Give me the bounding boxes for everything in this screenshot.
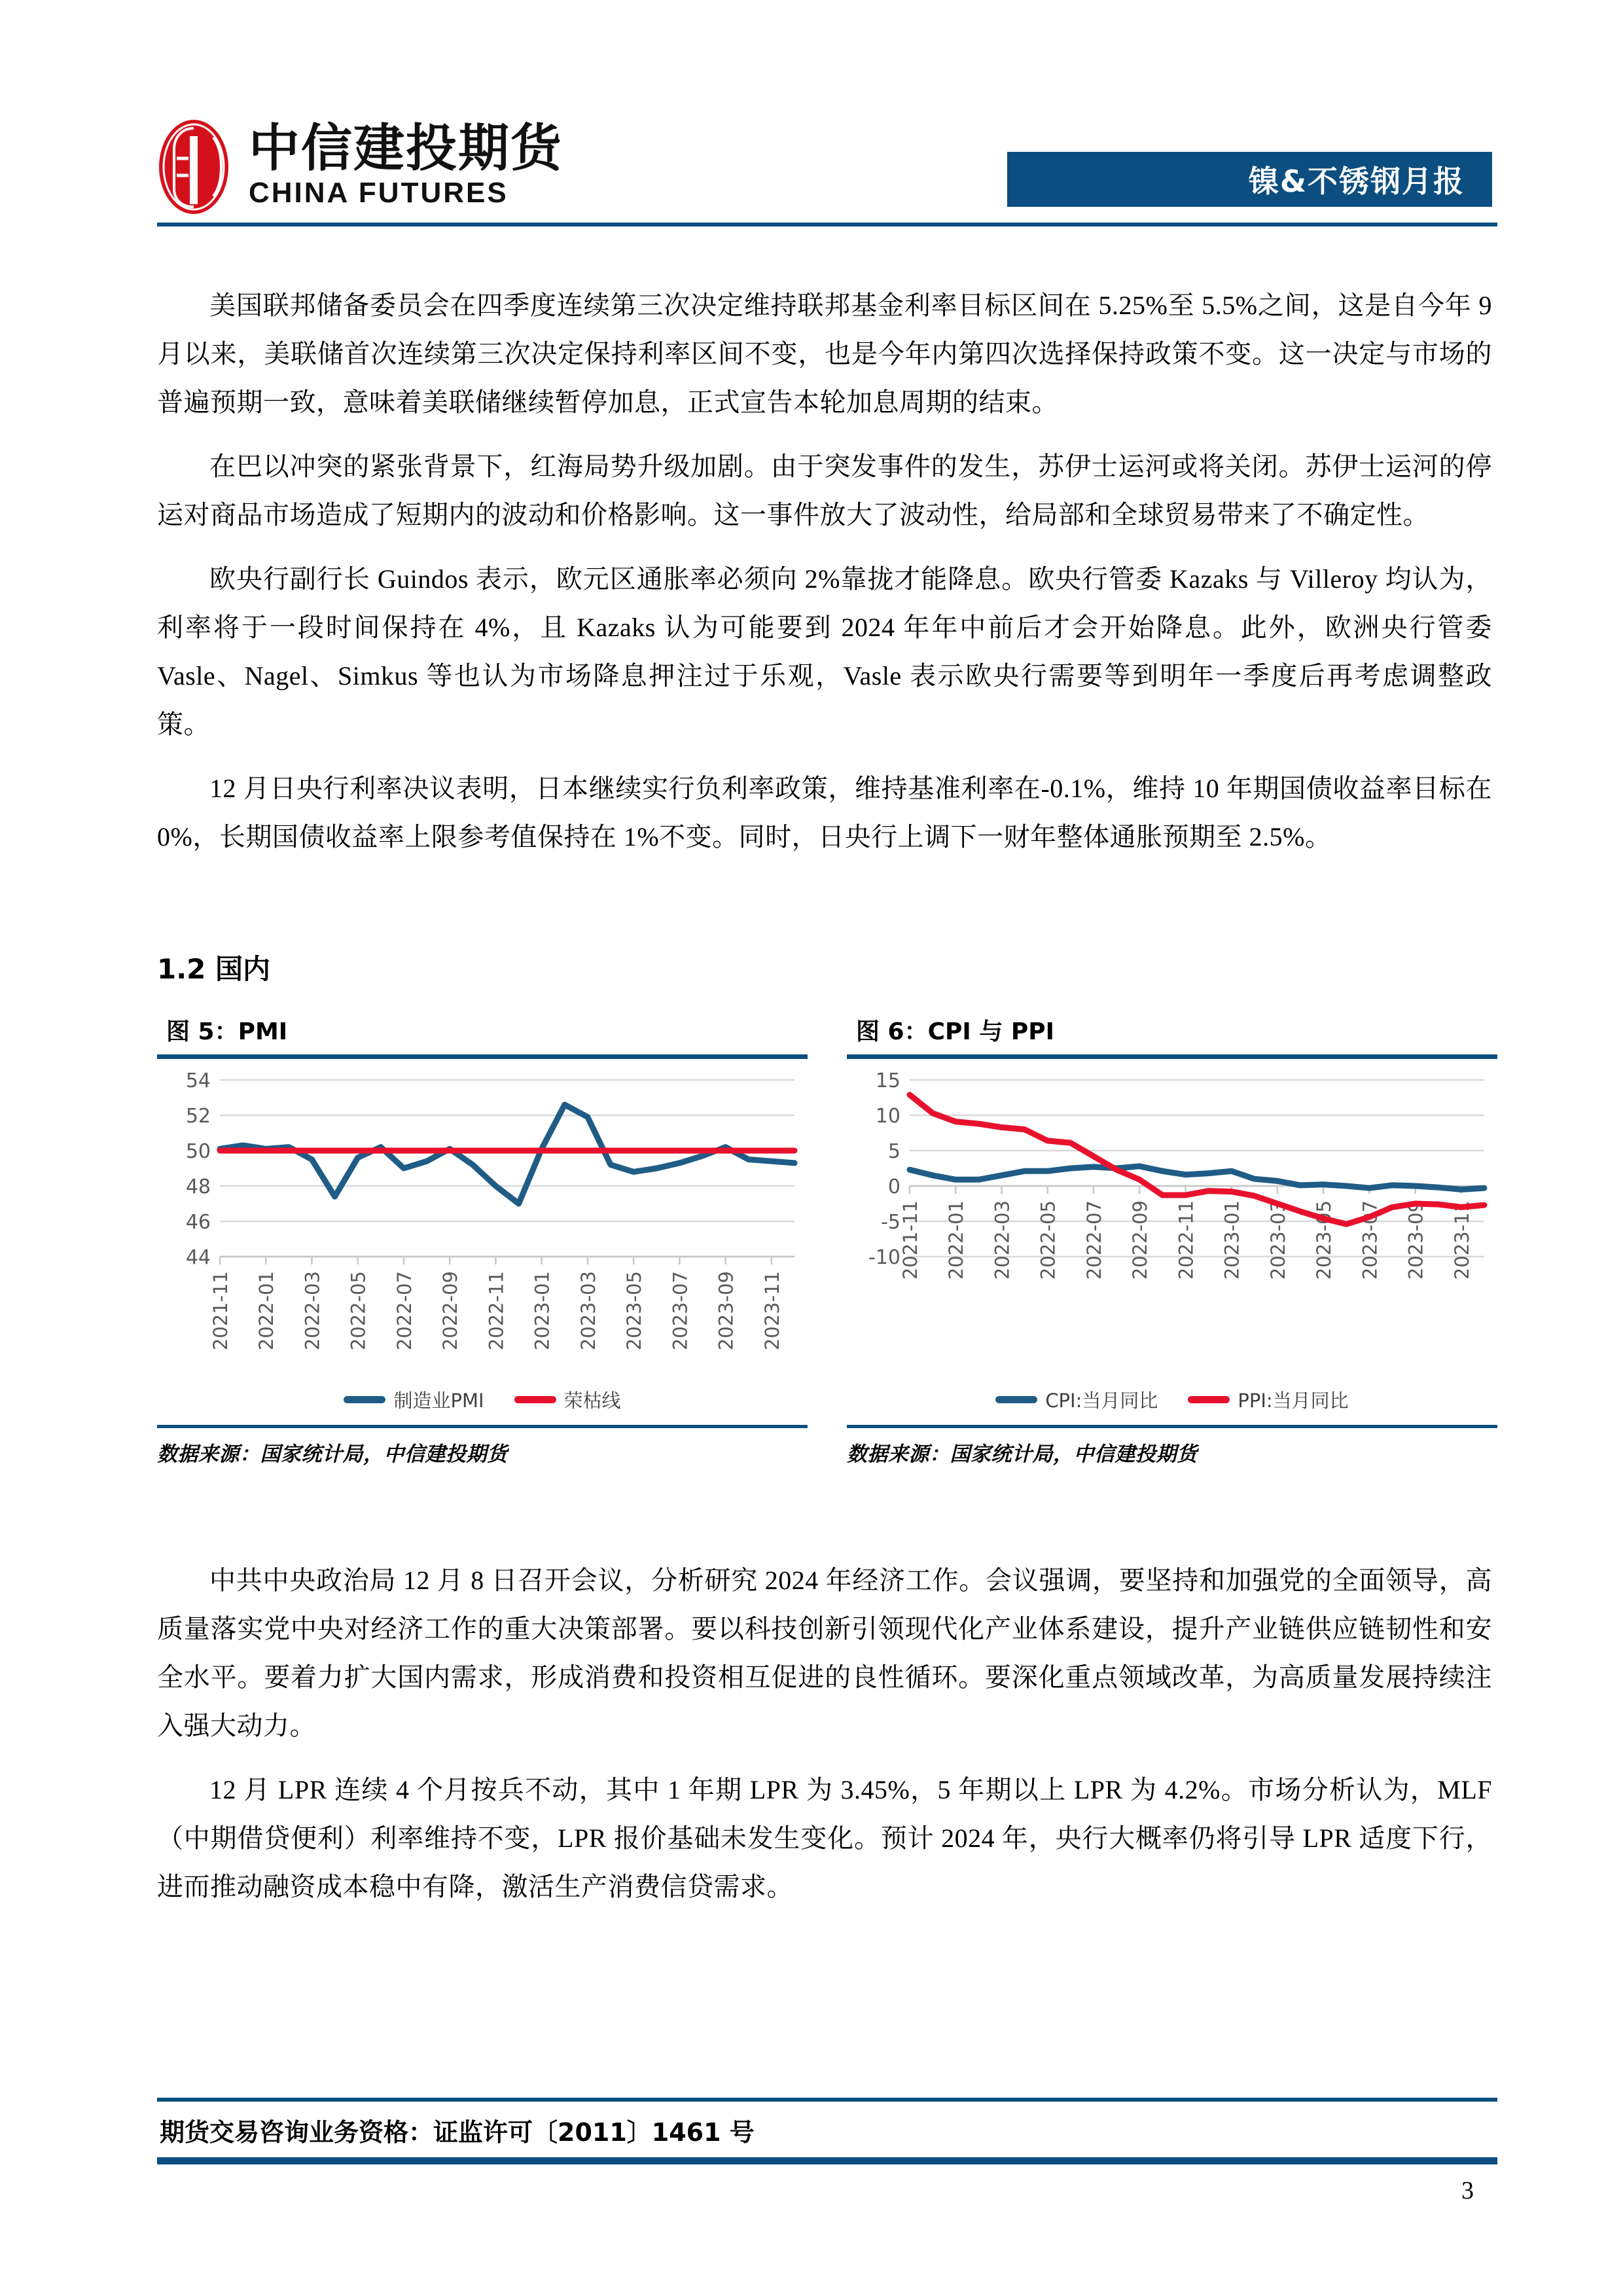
- svg-text:46: 46: [185, 1211, 211, 1234]
- svg-text:2022-03: 2022-03: [991, 1200, 1014, 1280]
- svg-text:2022-11: 2022-11: [1175, 1200, 1198, 1280]
- section-heading-domestic: 1.2 国内: [157, 953, 271, 985]
- figure-footer-divider: [847, 1425, 1497, 1428]
- svg-text:2022-09: 2022-09: [439, 1271, 462, 1351]
- legend-label: PPI:当月同比: [1238, 1390, 1349, 1412]
- svg-text:2023-05: 2023-05: [1313, 1200, 1336, 1280]
- svg-text:48: 48: [185, 1175, 211, 1198]
- figure-row: [157, 1013, 1497, 1467]
- svg-text:2023-07: 2023-07: [669, 1271, 692, 1351]
- figure-source: 数据来源：国家统计局，中信建投期货: [157, 1443, 508, 1465]
- footer-qualification: 期货交易咨询业务资格：证监许可〔2011〕1461 号: [160, 2118, 755, 2147]
- figure-source: 数据来源：国家统计局，中信建投期货: [847, 1443, 1198, 1465]
- chart-cpi-ppi: [847, 1071, 1497, 1385]
- legend-item: [995, 1386, 1158, 1413]
- body-text-top: [157, 281, 1492, 877]
- chart-pmi: [157, 1071, 808, 1385]
- svg-text:15: 15: [875, 1071, 901, 1092]
- legend-label: CPI:当月同比: [1045, 1390, 1158, 1412]
- legend-swatch-icon: [514, 1396, 556, 1403]
- figure-title: 图 6：CPI 与 PPI: [856, 1018, 1055, 1045]
- page-header: [0, 0, 1623, 223]
- figure-title: 图 5：PMI: [166, 1018, 288, 1045]
- legend-label: 制造业PMI: [393, 1390, 484, 1412]
- company-logo: [157, 118, 563, 216]
- paragraph: 中共中央政治局 12 月 8 日召开会议，分析研究 2024 年经济工作。会议强调，要坚持和加强党的全面领导，高质量落实党中央对经济工作的重大决策部署。要以科技创新引领现代化产业体系建设，提升产业链供应链韧性和安全水平。要着力扩大国内需求，形成消费和投资相互促进的良性循环。要深化重点领域改革，为高质量发展持续注入强大动力。: [157, 1566, 1492, 1740]
- svg-text:5: 5: [887, 1140, 901, 1163]
- svg-text:2023-11: 2023-11: [1450, 1200, 1473, 1280]
- paragraph: 在巴以冲突的紧张背景下，红海局势升级加剧。由于突发事件的发生，苏伊士运河或将关闭。苏伊士运河的停运对商品市场造成了短期内的波动和价格影响。这一事件放大了波动性，给局部和全球贸易带来了不确定性。: [157, 452, 1492, 529]
- svg-text:2022-11: 2022-11: [485, 1271, 508, 1351]
- paragraph: 美国联邦储备委员会在四季度连续第三次决定维持联邦基金利率目标区间在 5.25%至 5.5%之间，这是自今年 9 月以来，美联储首次连续第三次决定保持利率区间不变，也是今年内第四次选择保持政策不变。这一决定与市场的普遍预期一致，意味着美联储继续暂停加息，正式宣告本轮加息周期的结束。: [157, 291, 1492, 417]
- body-text-bottom: [157, 1556, 1492, 1927]
- legend-item: [514, 1386, 621, 1413]
- svg-text:2022-01: 2022-01: [255, 1271, 278, 1351]
- figure-title-divider: [157, 1054, 808, 1059]
- svg-text:-5: -5: [881, 1211, 901, 1234]
- chart-legend-cpi-ppi: [847, 1386, 1497, 1413]
- company-name-cn: 中信建投期货: [249, 118, 563, 178]
- svg-text:10: 10: [875, 1105, 901, 1128]
- footer-divider-bottom: [157, 2157, 1497, 2164]
- svg-text:2022-07: 2022-07: [393, 1271, 416, 1351]
- svg-text:2021-11: 2021-11: [209, 1271, 232, 1351]
- figure-cpi-ppi: [847, 1013, 1497, 1467]
- legend-swatch-icon: [344, 1396, 385, 1403]
- legend-swatch-icon: [1188, 1396, 1230, 1403]
- page-footer: [157, 2098, 1497, 2164]
- svg-text:2023-01: 2023-01: [531, 1271, 554, 1351]
- svg-text:54: 54: [185, 1071, 211, 1092]
- svg-text:2023-09: 2023-09: [715, 1271, 738, 1351]
- header-divider: [157, 223, 1497, 226]
- figure-footer-divider: [157, 1425, 808, 1428]
- svg-text:2022-05: 2022-05: [347, 1271, 370, 1351]
- svg-text:2021-11: 2021-11: [899, 1200, 921, 1280]
- svg-text:2022-07: 2022-07: [1082, 1200, 1105, 1280]
- chart-legend-pmi: [157, 1386, 808, 1413]
- figure-pmi: [157, 1013, 808, 1467]
- svg-text:2022-03: 2022-03: [301, 1271, 324, 1351]
- svg-text:2023-11: 2023-11: [760, 1271, 783, 1351]
- svg-text:2023-07: 2023-07: [1359, 1200, 1382, 1280]
- svg-text:2023-05: 2023-05: [623, 1271, 646, 1351]
- legend-swatch-icon: [995, 1396, 1037, 1403]
- svg-text:2022-09: 2022-09: [1129, 1200, 1152, 1280]
- svg-text:0: 0: [887, 1175, 901, 1198]
- paragraph: 欧央行副行长 Guindos 表示，欧元区通胀率必须向 2%靠拢才能降息。欧央行管委 Kazaks 与 Villeroy 均认为，利率将于一段时间保持在 4%，且 Kazaks 认为可能要到 2024 年年中前后才会开始降息。此外，欧洲央行管委 Vasle、Nagel、Simkus 等也认为市场降息押注过于乐观，Vasle 表示欧央行需要等到明年一季度后再考虑调整政策。: [157, 564, 1492, 739]
- svg-text:2023-03: 2023-03: [1266, 1200, 1289, 1280]
- svg-text:2022-01: 2022-01: [945, 1200, 968, 1280]
- figure-title-divider: [847, 1054, 1497, 1059]
- svg-text:2023-03: 2023-03: [577, 1271, 599, 1351]
- legend-item: [344, 1386, 484, 1413]
- svg-text:50: 50: [185, 1140, 211, 1163]
- citic-logo-icon: [157, 118, 230, 216]
- svg-text:2023-09: 2023-09: [1404, 1200, 1427, 1280]
- legend-item: [1188, 1386, 1348, 1413]
- report-title: 镍&不锈钢月报: [1248, 164, 1465, 199]
- paragraph: 12 月 LPR 连续 4 个月按兵不动，其中 1 年期 LPR 为 3.45%，5 年期以上 LPR 为 4.2%。市场分析认为，MLF（中期借贷便利）利率维持不变，LPR 报价基础未发生变化。预计 2024 年，央行大概率仍将引导 LPR 适度下行，进而推动融资成本稳中有降，激活生产消费信贷需求。: [157, 1775, 1492, 1901]
- legend-label: 荣枯线: [563, 1390, 621, 1412]
- company-name-en: CHINA FUTURES: [249, 177, 508, 209]
- report-banner: [1007, 152, 1492, 207]
- page-number: 3: [1461, 2177, 1474, 2204]
- svg-text:-10: -10: [868, 1246, 901, 1269]
- svg-text:44: 44: [185, 1246, 211, 1269]
- svg-text:2023-01: 2023-01: [1221, 1200, 1243, 1280]
- svg-text:2022-05: 2022-05: [1037, 1200, 1060, 1280]
- svg-text:52: 52: [185, 1105, 211, 1128]
- paragraph: 12 月日央行利率决议表明，日本继续实行负利率政策，维持基准利率在-0.1%，维持 10 年期国债收益率目标在 0%，长期国债收益率上限参考值保持在 1%不变。同时，日央行上调下一财年整体通胀预期至 2.5%。: [157, 774, 1492, 852]
